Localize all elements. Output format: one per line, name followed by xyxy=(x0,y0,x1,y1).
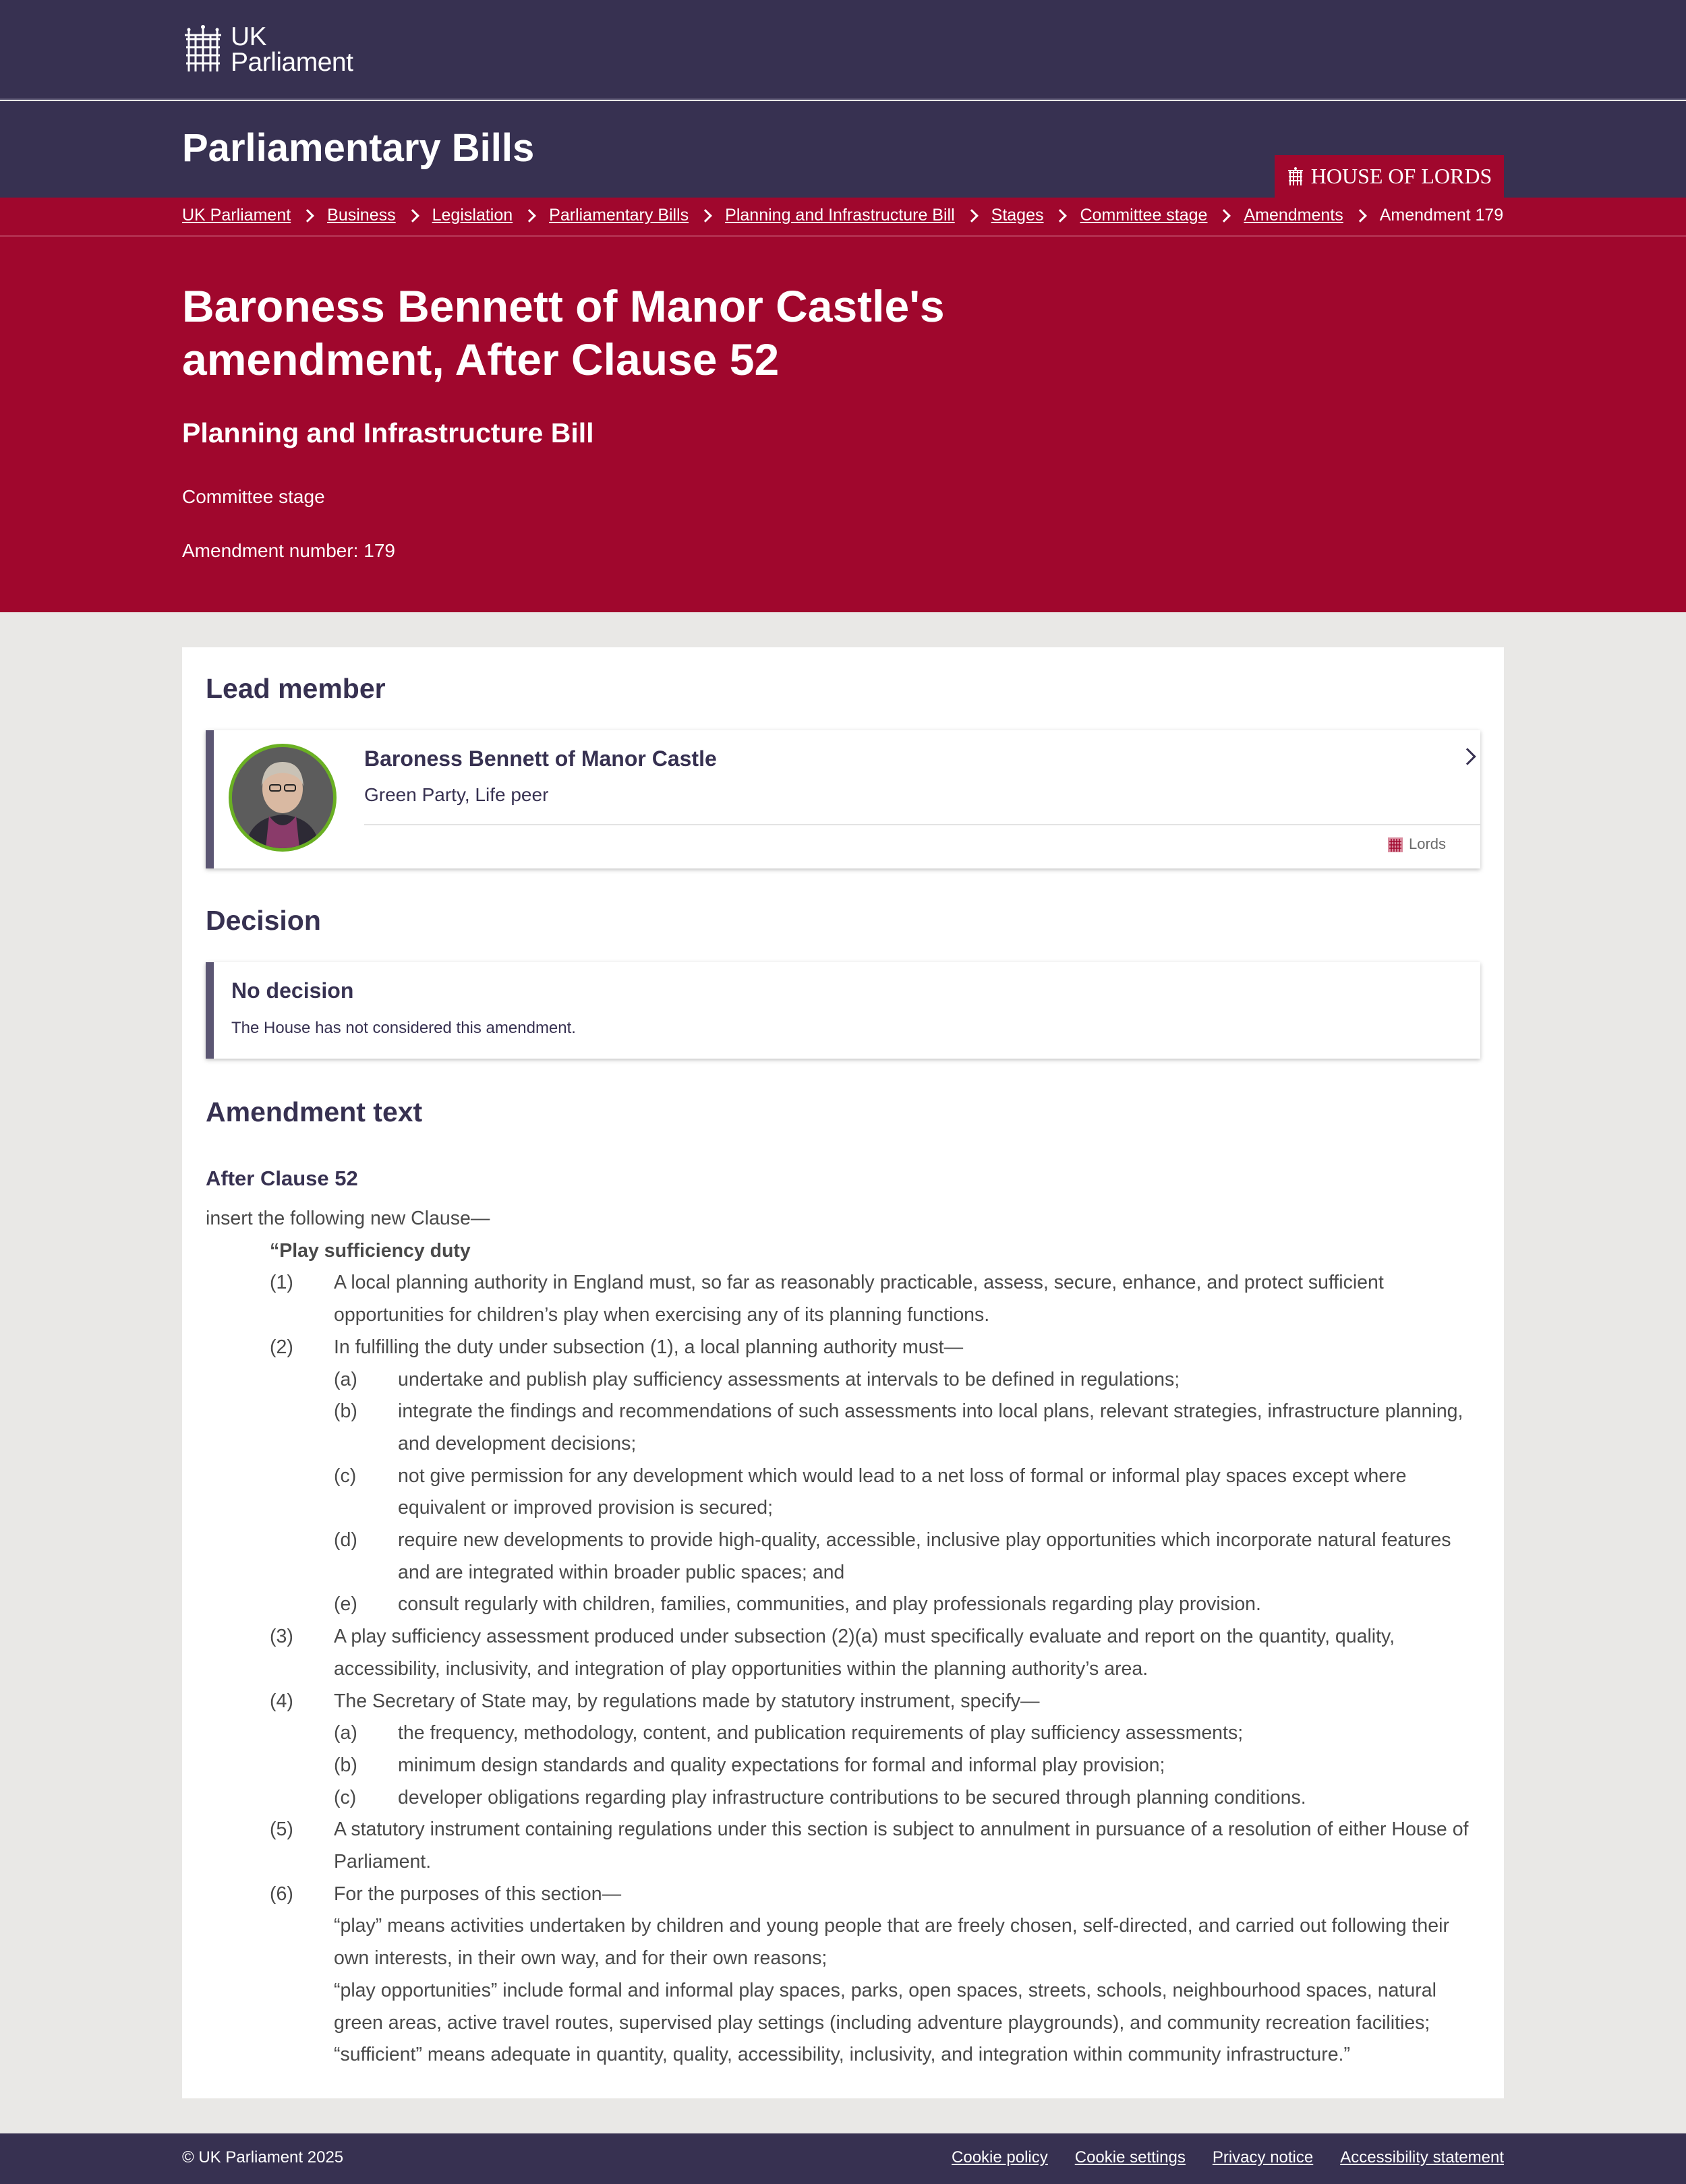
footer-links xyxy=(952,2148,1504,2167)
logo-line-2: Parliament xyxy=(231,48,353,77)
bill-title: Planning and Infrastructure Bill xyxy=(182,417,594,448)
amendment-location: After Clause 52 xyxy=(206,1167,358,1190)
breadcrumb-link-committee-stage[interactable]: Committee stage xyxy=(1080,206,1208,225)
chevron-right-icon xyxy=(301,209,314,223)
portcullis-icon xyxy=(182,24,224,76)
subsection-text: A local planning authority in England must, so far as reasonably practicable, assess, secure, enhance, and protect sufficient opportunities for children’s play when exercising any of its planning functions. xyxy=(334,1272,1384,1326)
chevron-right-icon xyxy=(699,209,712,223)
insert-instruction: insert the following new Clause— xyxy=(206,1208,490,1229)
breadcrumb-link-amendments[interactable]: Amendments xyxy=(1244,206,1343,225)
chevron-right-icon xyxy=(1054,209,1068,223)
subsection xyxy=(270,1879,1480,1911)
subsection xyxy=(270,1814,1480,1878)
house-badge-label: Lords xyxy=(1409,835,1447,852)
house-tab-label: HOUSE OF LORDS xyxy=(1310,164,1492,188)
paragraph-number: (e) xyxy=(334,1593,357,1616)
breadcrumb-current: Amendment 179 xyxy=(1379,206,1504,225)
amendment-number: Amendment number: 179 xyxy=(182,540,395,561)
lords-portcullis-icon xyxy=(1387,835,1403,853)
subsection-number: (2) xyxy=(270,1336,293,1358)
paragraph xyxy=(334,1589,1480,1621)
page-title: Baroness Bennett of Manor Castle's amendment, After Clause 52 xyxy=(182,281,945,384)
paragraph-text: consult regularly with children, families, communities, and play professionals regarding play provision. xyxy=(398,1593,1261,1616)
stage-label: Committee stage xyxy=(182,486,325,507)
paragraph-text: integrate the findings and recommendations of such assessments into local plans, relevant strategies, infrastructure planning, and development decisions; xyxy=(398,1400,1463,1454)
subsection-number: (3) xyxy=(270,1626,293,1648)
paragraph-text: minimum design standards and quality expectations for formal and informal play provision; xyxy=(398,1754,1165,1776)
paragraph-number: (a) xyxy=(334,1368,357,1390)
accessibility-statement-link[interactable]: Accessibility statement xyxy=(1340,2148,1504,2166)
logo-text xyxy=(231,24,353,76)
lead-member-heading: Lead member xyxy=(206,673,386,704)
uk-parliament-logo[interactable] xyxy=(182,24,353,76)
copyright: © UK Parliament 2025 xyxy=(182,2148,344,2166)
breadcrumb-link-stages[interactable]: Stages xyxy=(991,206,1044,225)
paragraph-text: not give permission for any development which would lead to a net loss of formal or informal play spaces except where equivalent or improved provision is secured; xyxy=(398,1465,1407,1519)
definition: “play” means activities undertaken by children and young people that are freely chosen, self-directed, and carried out following their own interests, in their own way, and for their own reasons; xyxy=(334,1915,1449,1970)
privacy-notice-link[interactable]: Privacy notice xyxy=(1212,2148,1314,2166)
decision-heading: Decision xyxy=(206,905,321,936)
section-title[interactable]: Parliamentary Bills xyxy=(182,126,535,170)
member-portrait xyxy=(232,747,333,848)
subsection xyxy=(270,1267,1480,1331)
paragraph-number: (c) xyxy=(334,1465,357,1487)
chevron-right-icon xyxy=(406,209,419,223)
paragraph xyxy=(334,1525,1480,1589)
cookie-policy-link[interactable]: Cookie policy xyxy=(952,2148,1048,2166)
breadcrumb-link-bill[interactable]: Planning and Infrastructure Bill xyxy=(725,206,955,225)
divider xyxy=(364,824,1480,825)
amendment-text-heading: Amendment text xyxy=(206,1096,423,1127)
subsection-text: A statutory instrument containing regulations under this section is subject to annulment in pursuance of a resolution of either House of Parliament. xyxy=(334,1819,1469,1873)
paragraph xyxy=(334,1782,1480,1814)
paragraph-number: (a) xyxy=(334,1722,357,1744)
section-banner xyxy=(0,101,1686,198)
subsection xyxy=(270,1332,1480,1364)
site-header xyxy=(0,0,1686,100)
subsection xyxy=(270,1621,1480,1685)
decision-card xyxy=(206,962,1480,1059)
breadcrumb xyxy=(182,206,1503,225)
paragraph xyxy=(334,1750,1480,1782)
portcullis-icon xyxy=(1287,167,1304,187)
paragraph xyxy=(334,1364,1480,1396)
paragraph-text: undertake and publish play sufficiency assessments at intervals to be defined in regulations; xyxy=(398,1368,1180,1390)
paragraph xyxy=(334,1717,1480,1750)
decision-title: No decision xyxy=(231,978,354,1003)
subsection-number: (1) xyxy=(270,1272,293,1294)
breadcrumb-band xyxy=(0,198,1686,237)
paragraph xyxy=(334,1460,1480,1525)
member-name: Baroness Bennett of Manor Castle xyxy=(364,746,717,771)
clause-heading: “Play sufficiency duty xyxy=(270,1239,471,1262)
subsection-text: A play sufficiency assessment produced under subsection (2)(a) must specifically evaluate and report on the quantity, quality, accessibility, inclusivity, and integration of play opportunities within the planning authority’s area. xyxy=(334,1626,1395,1680)
member-party: Green Party, Life peer xyxy=(364,784,549,805)
chevron-right-icon xyxy=(523,209,536,223)
definition: “play opportunities” include formal and informal play spaces, parks, open spaces, streets, schools, neighbourhood spaces, natural green areas, active travel routes, supervised play settings (including adventure playgrounds), and community recreation facilities; xyxy=(334,1979,1436,2034)
paragraph-text: developer obligations regarding play infrastructure contributions to be secured through planning conditions. xyxy=(398,1786,1306,1808)
decision-text: The House has not considered this amendment. xyxy=(231,1019,576,1037)
subsection-text: For the purposes of this section— xyxy=(334,1883,622,1905)
paragraph-text: require new developments to provide high-quality, accessible, inclusive play opportunities which incorporate natural features and are integrated within broader public spaces; and xyxy=(398,1529,1451,1583)
breadcrumb-link-parliamentary-bills[interactable]: Parliamentary Bills xyxy=(549,206,689,225)
chevron-right-icon xyxy=(1354,209,1367,223)
subsection-text: In fulfilling the duty under subsection (1), a local planning authority must— xyxy=(334,1336,964,1358)
house-of-lords-tab xyxy=(1275,155,1504,198)
amendment-text xyxy=(206,1167,1480,2071)
breadcrumb-link-legislation[interactable]: Legislation xyxy=(432,206,513,225)
paragraph-number: (b) xyxy=(334,1400,357,1423)
logo-line-1: UK xyxy=(231,22,267,51)
cookie-settings-link[interactable]: Cookie settings xyxy=(1074,2148,1186,2166)
subsection-text: The Secretary of State may, by regulations made by statutory instrument, specify— xyxy=(334,1690,1040,1712)
member-card[interactable] xyxy=(206,730,1480,868)
chevron-right-icon xyxy=(965,209,979,223)
subsection-number: (4) xyxy=(270,1690,293,1712)
breadcrumb-link-uk-parliament[interactable]: UK Parliament xyxy=(182,206,291,225)
chevron-right-icon xyxy=(1459,748,1476,765)
avatar xyxy=(229,744,337,852)
paragraph-number: (d) xyxy=(334,1529,357,1552)
subsection-number: (5) xyxy=(270,1819,293,1841)
house-badge xyxy=(1387,835,1446,853)
site-footer xyxy=(0,2133,1686,2184)
chevron-right-icon xyxy=(1218,209,1231,223)
paragraph xyxy=(334,1396,1480,1460)
subsection-number: (6) xyxy=(270,1883,293,1905)
definition: “sufficient” means adequate in quantity, quality, accessibility, inclusivity, and integration within community infrastructure.” xyxy=(334,2044,1350,2066)
page-hero xyxy=(0,237,1686,612)
paragraph-text: the frequency, methodology, content, and publication requirements of play sufficiency assessments; xyxy=(398,1722,1244,1744)
paragraph-number: (c) xyxy=(334,1786,357,1808)
subsection xyxy=(270,1686,1480,1718)
breadcrumb-link-business[interactable]: Business xyxy=(327,206,396,225)
main-card xyxy=(182,647,1504,2098)
paragraph-number: (b) xyxy=(334,1754,357,1776)
